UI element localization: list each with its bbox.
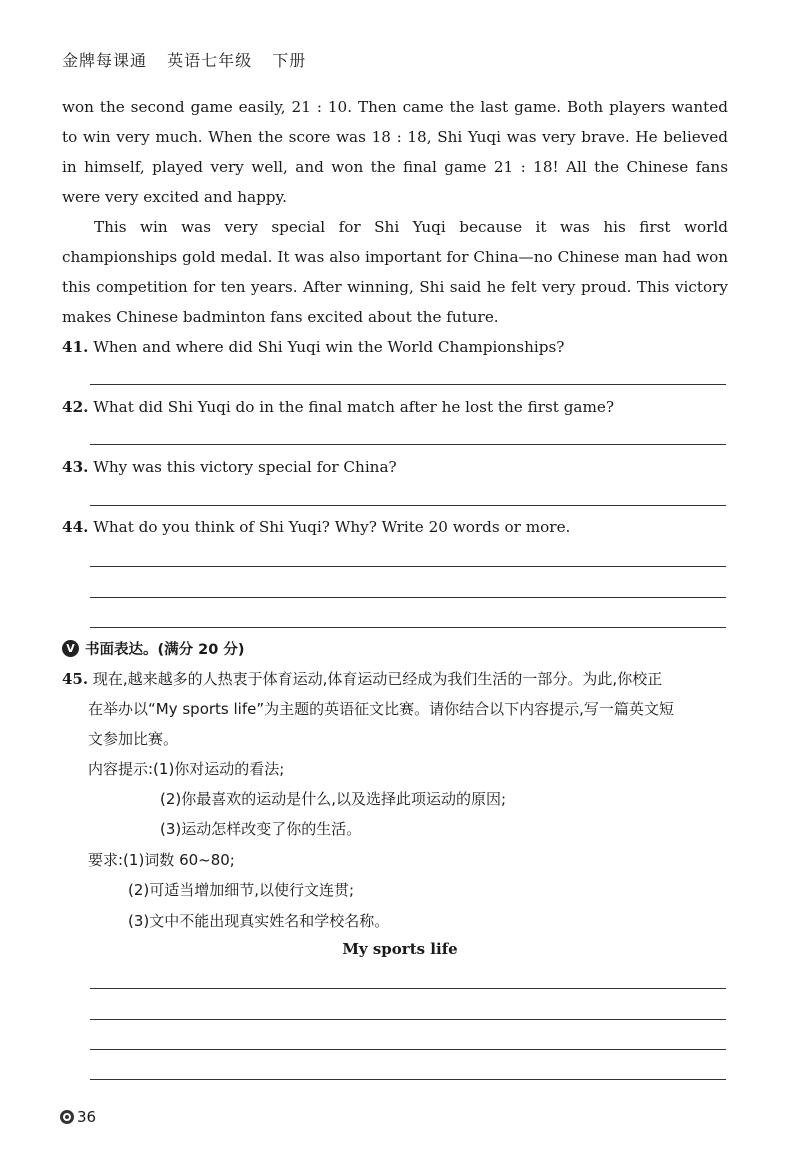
essay-title: My sports life — [342, 940, 458, 958]
answer-line-43[interactable] — [90, 505, 726, 506]
question-number: 43. — [62, 458, 89, 476]
question-44 — [62, 516, 728, 538]
reading-passage — [62, 92, 728, 332]
tips-label: 内容提示:(1)你对运动的看法; — [88, 760, 285, 778]
answer-line-41[interactable] — [90, 384, 726, 385]
page-header — [62, 48, 320, 71]
page-footer — [60, 1108, 96, 1126]
tip-3: (3)运动怎样改变了你的生活。 — [160, 820, 362, 838]
question-text: Why was this victory special for China? — [93, 458, 397, 476]
task-number: 45. — [62, 670, 89, 688]
section-roman-badge: V — [62, 640, 79, 657]
subject-name: 英语七年级 — [167, 51, 253, 70]
question-text: When and where did Shi Yuqi win the World Championships? — [93, 338, 565, 356]
task-line-2: 在举办以“My sports life”为主题的英语征文比赛。请你结合以下内容提示,写一篇英文短 — [88, 700, 674, 718]
requirement-2: (2)可适当增加细节,以使行文连贯; — [128, 881, 355, 899]
section-heading — [62, 638, 245, 659]
series-name: 金牌每课通 — [62, 51, 148, 70]
requirements-label: 要求:(1)词数 60~80; — [88, 851, 235, 869]
requirement-3: (3)文中不能出现真实姓名和学校名称。 — [128, 912, 390, 930]
passage-paragraph-2: This win was very special for Shi Yuqi because it was his first world championships gold medal. It was also important for China—no Chinese man had won this competition for ten years. After winning, Shi said he felt very proud. This victory makes Chinese badminton fans excited about the future. — [62, 218, 728, 326]
essay-line-2[interactable] — [90, 1019, 726, 1020]
question-43 — [62, 456, 728, 478]
passage-paragraph-1: won the second game easily, 21 : 10. Then came the last game. Both players wanted to win very much. When the score was 18 : 18, Shi Yuqi was very brave. He believed in himself, played very well, and won the final game 21 : 18! All the Chinese fans were very excited and happy. — [62, 98, 728, 206]
question-number: 44. — [62, 518, 89, 536]
section-title: 书面表达。(满分 20 分) — [85, 642, 245, 658]
essay-line-3[interactable] — [90, 1049, 726, 1050]
question-42 — [62, 396, 728, 418]
question-number: 41. — [62, 338, 89, 356]
question-text: What did Shi Yuqi do in the final match after he lost the first game? — [93, 398, 615, 416]
page-number: 36 — [77, 1108, 97, 1126]
gear-icon — [60, 1110, 74, 1124]
answer-line-44c[interactable] — [90, 627, 726, 628]
task-line-1: 现在,越来越多的人热衷于体育运动,体育运动已经成为我们生活的一部分。为此,你校正 — [92, 670, 663, 688]
question-number: 42. — [62, 398, 89, 416]
answer-line-42[interactable] — [90, 444, 726, 445]
essay-line-1[interactable] — [90, 988, 726, 989]
task-line-3: 文参加比赛。 — [88, 730, 179, 748]
volume-name: 下册 — [272, 51, 307, 70]
answer-line-44b[interactable] — [90, 597, 726, 598]
answer-line-44a[interactable] — [90, 566, 726, 567]
question-41 — [62, 336, 728, 358]
essay-line-4[interactable] — [90, 1079, 726, 1080]
question-text: What do you think of Shi Yuqi? Why? Write 20 words or more. — [93, 518, 571, 536]
writing-task — [62, 664, 728, 694]
tip-2: (2)你最喜欢的运动是什么,以及选择此项运动的原因; — [160, 790, 507, 808]
